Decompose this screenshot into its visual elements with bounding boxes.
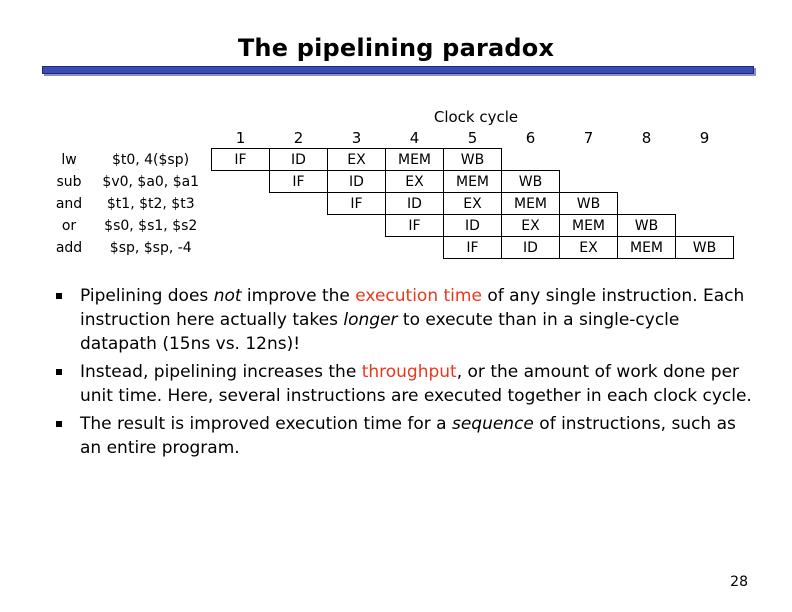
bullet-text: of any single instruction. Each instruction here actually takes <box>80 286 745 330</box>
stage-cell: WB <box>560 193 618 215</box>
bullet-text: of instructions, such as an entire program. <box>80 414 736 458</box>
stage-cell: ID <box>502 237 560 259</box>
highlighted-term: execution time <box>355 286 482 306</box>
instruction-opcode: sub <box>56 173 82 190</box>
bullet-text: Instead, pipelining increases the <box>80 362 362 382</box>
empty-cell <box>212 237 270 259</box>
emphasized-text: not <box>213 286 242 306</box>
stage-cell: ID <box>444 215 502 237</box>
stage-cell: IF <box>386 215 444 237</box>
stage-cell: WB <box>502 171 560 193</box>
instruction-operands: $s0, $s1, $s2 <box>104 217 198 234</box>
stage-cell: MEM <box>386 149 444 171</box>
square-bullet-icon <box>56 421 62 427</box>
instruction-row <box>48 215 734 237</box>
empty-cell <box>676 149 734 171</box>
instruction-operands: $v0, $a0, $a1 <box>102 173 200 190</box>
stage-cell: WB <box>618 215 676 237</box>
stage-cell: IF <box>270 171 328 193</box>
empty-cell <box>328 215 386 237</box>
empty-cell <box>270 215 328 237</box>
empty-cell <box>212 171 270 193</box>
empty-cell <box>560 149 618 171</box>
instruction-operands: $sp, $sp, -4 <box>109 239 192 256</box>
bullet-text: to execute than in a single-cycle datapath (15ns vs. 12ns)! <box>80 310 680 354</box>
empty-cell <box>618 193 676 215</box>
pipeline-table <box>48 128 734 259</box>
stage-cell: IF <box>444 237 502 259</box>
bullet-list <box>52 284 752 464</box>
empty-cell <box>270 193 328 215</box>
empty-cell <box>676 171 734 193</box>
empty-cell <box>328 237 386 259</box>
stage-cell: MEM <box>502 193 560 215</box>
cycle-number: 4 <box>409 129 420 147</box>
emphasized-text: sequence <box>451 414 534 434</box>
cycle-number: 6 <box>525 129 536 148</box>
instruction-row <box>48 171 734 193</box>
empty-cell <box>618 149 676 171</box>
instruction-row <box>48 149 734 171</box>
stage-cell: IF <box>328 193 386 215</box>
stage-cell: MEM <box>618 237 676 259</box>
clock-cycle-label: Clock cycle <box>433 108 519 126</box>
instruction-operands: $t0, 4($sp) <box>111 151 190 168</box>
stage-cell: EX <box>444 193 502 215</box>
header-spacer <box>90 128 212 149</box>
bullet-text: , or the amount of work done per unit time. Here, several instructions are executed together in each clock cycle. <box>80 362 752 406</box>
empty-cell <box>212 193 270 215</box>
square-bullet-icon <box>56 369 62 375</box>
header-spacer <box>48 128 90 149</box>
instruction-row <box>48 193 734 215</box>
bullet-item <box>52 412 752 460</box>
cycle-number: 3 <box>351 129 362 147</box>
empty-cell <box>618 171 676 193</box>
stage-cell: WB <box>676 237 734 259</box>
stage-cell: EX <box>560 237 618 259</box>
empty-cell <box>560 171 618 193</box>
stage-cell: MEM <box>444 171 502 193</box>
empty-cell <box>502 149 560 171</box>
stage-cell: MEM <box>560 215 618 237</box>
highlighted-term: throughput <box>361 362 457 382</box>
slide-title: The pipelining paradox <box>237 34 555 62</box>
stage-cell: ID <box>386 193 444 215</box>
stage-cell: IF <box>212 149 270 171</box>
stage-cell: ID <box>328 171 386 193</box>
bullet-item <box>52 284 752 356</box>
emphasized-text: longer <box>343 310 398 330</box>
stage-cell: ID <box>270 149 328 171</box>
cycle-number: 2 <box>293 129 304 147</box>
stage-cell: WB <box>444 149 502 171</box>
page-number: 28 <box>730 574 748 590</box>
cycle-header-row <box>48 128 734 149</box>
instruction-opcode: and <box>55 195 83 212</box>
instruction-opcode: add <box>55 239 83 256</box>
stage-cell: EX <box>502 215 560 237</box>
empty-cell <box>676 215 734 237</box>
bullet-item <box>52 360 752 408</box>
cycle-number: 8 <box>641 129 652 148</box>
instruction-operands: $t1, $t2, $t3 <box>106 195 195 212</box>
instruction-opcode: or <box>61 217 77 234</box>
bullet-text: improve the <box>241 286 356 306</box>
bullet-text: The result is improved execution time for a <box>80 414 452 434</box>
cycle-number: 1 <box>235 129 246 147</box>
bullet-text: Pipelining does <box>80 286 214 306</box>
empty-cell <box>676 193 734 215</box>
empty-cell <box>386 237 444 259</box>
instruction-row <box>48 237 734 259</box>
stage-cell: EX <box>386 171 444 193</box>
stage-cell: EX <box>328 149 386 171</box>
empty-cell <box>212 215 270 237</box>
title-underline-bar <box>42 66 754 74</box>
cycle-number: 9 <box>699 129 710 148</box>
empty-cell <box>270 237 328 259</box>
cycle-number: 5 <box>467 129 478 147</box>
instruction-opcode: lw <box>61 151 77 168</box>
square-bullet-icon <box>56 293 62 299</box>
cycle-number: 7 <box>583 129 594 148</box>
